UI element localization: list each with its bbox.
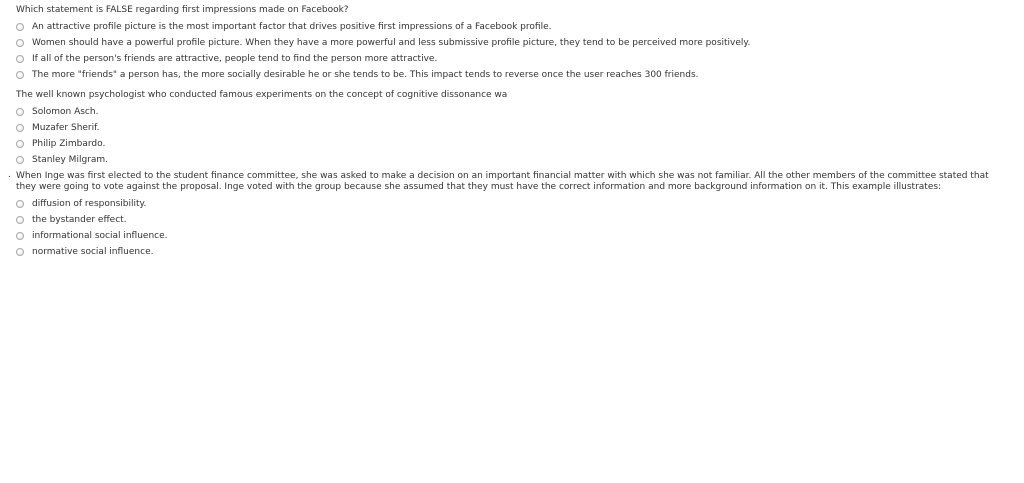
question-3-text: When Inge was first elected to the student finance committee, she was asked to make a decision on an important financial matter with which she was not familiar. All the other members of the committee stated that they were going to vote against the proposal. Inge voted with the group because she assumed that they must have the correct information and more background information on it. This example illustrates: bbox=[16, 171, 989, 192]
question-3-option-2[interactable] bbox=[16, 214, 127, 226]
question-2-option-2[interactable] bbox=[16, 122, 100, 134]
question-2-text: The well known psychologist who conducted famous experiments on the concept of cognitive dissonance wa bbox=[16, 90, 508, 100]
question-3-prefix: . bbox=[8, 170, 11, 180]
question-1-option-2[interactable] bbox=[16, 37, 750, 49]
radio-button[interactable] bbox=[16, 55, 24, 63]
question-3-option-3[interactable] bbox=[16, 230, 168, 242]
option-label: Women should have a powerful profile picture. When they have a more powerful and less submissive profile picture, they tend to be perceived more positively. bbox=[32, 37, 751, 48]
radio-button[interactable] bbox=[16, 23, 24, 31]
option-label: The more "friends" a person has, the more socially desirable he or she tends to be. This impact tends to reverse once the user reaches 300 friends. bbox=[32, 69, 699, 80]
radio-button[interactable] bbox=[16, 39, 24, 47]
radio-button[interactable] bbox=[16, 248, 24, 256]
radio-button[interactable] bbox=[16, 108, 24, 116]
option-label: Solomon Asch. bbox=[32, 106, 99, 117]
question-3-option-1[interactable] bbox=[16, 198, 146, 210]
question-1-option-4[interactable] bbox=[16, 69, 699, 81]
question-1-option-1[interactable] bbox=[16, 21, 551, 33]
option-label: informational social influence. bbox=[32, 230, 168, 241]
question-1-text: Which statement is FALSE regarding first impressions made on Facebook? bbox=[16, 5, 349, 15]
radio-button[interactable] bbox=[16, 140, 24, 148]
option-label: Philip Zimbardo. bbox=[32, 138, 106, 149]
question-2-option-1[interactable] bbox=[16, 106, 98, 118]
radio-button[interactable] bbox=[16, 200, 24, 208]
option-label: Muzafer Sherif. bbox=[32, 122, 100, 133]
question-3-option-4[interactable] bbox=[16, 246, 153, 258]
radio-button[interactable] bbox=[16, 71, 24, 79]
question-2-option-3[interactable] bbox=[16, 138, 105, 150]
radio-button[interactable] bbox=[16, 156, 24, 164]
radio-button[interactable] bbox=[16, 232, 24, 240]
option-label: Stanley Milgram. bbox=[32, 154, 109, 165]
question-1-option-3[interactable] bbox=[16, 53, 437, 65]
option-label: If all of the person's friends are attractive, people tend to find the person more attractive. bbox=[32, 53, 438, 64]
option-label: diffusion of responsibility. bbox=[32, 198, 147, 209]
option-label: the bystander effect. bbox=[32, 214, 127, 225]
radio-button[interactable] bbox=[16, 124, 24, 132]
option-label: An attractive profile picture is the most important factor that drives positive first impressions of a Facebook profile. bbox=[32, 21, 552, 32]
option-label: normative social influence. bbox=[32, 246, 154, 257]
question-2-option-4[interactable] bbox=[16, 154, 108, 166]
radio-button[interactable] bbox=[16, 216, 24, 224]
